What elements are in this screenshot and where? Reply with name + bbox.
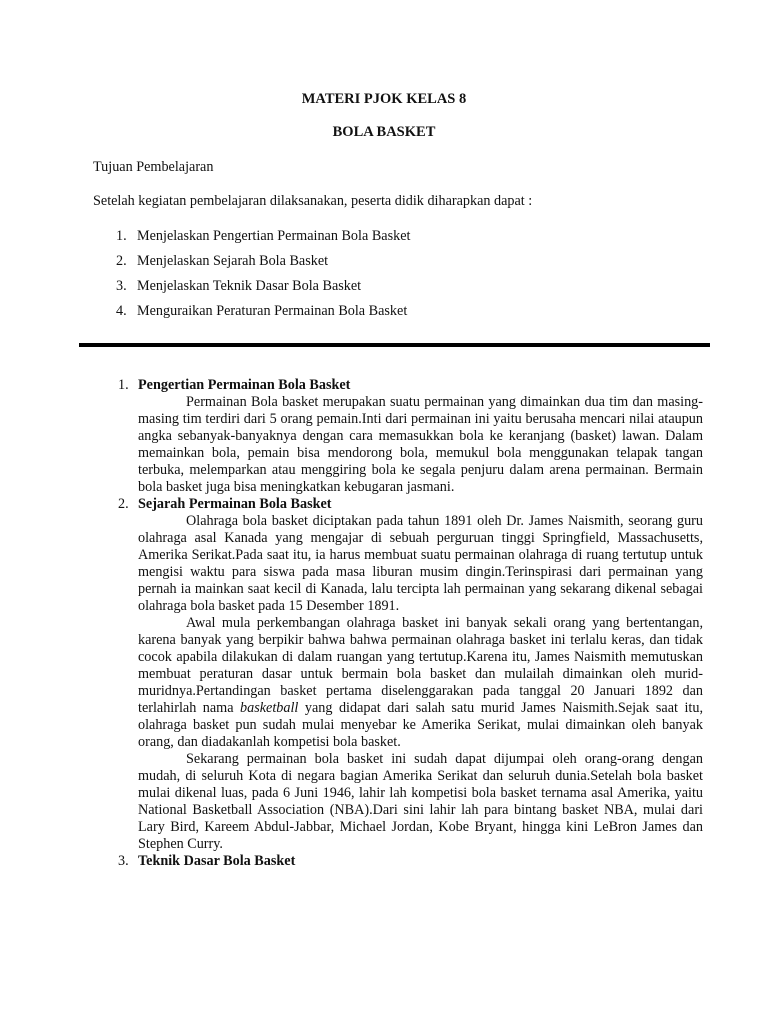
objectives-list	[93, 228, 410, 328]
document-subtitle: BOLA BASKET	[332, 124, 436, 140]
section-heading: Pengertian Permainan Bola Basket	[138, 377, 351, 393]
italic-term: basketball	[240, 700, 299, 716]
list-text: Menjelaskan Sejarah Bola Basket	[137, 253, 329, 269]
list-number: 3.	[116, 278, 127, 294]
section-heading: Sejarah Permainan Bola Basket	[138, 496, 332, 512]
list-text: Menjelaskan Pengertian Permainan Bola Basket	[137, 228, 411, 244]
section-heading: Teknik Dasar Bola Basket	[138, 853, 296, 869]
list-text: Menjelaskan Teknik Dasar Bola Basket	[137, 278, 362, 294]
learning-objectives-label: Tujuan Pembelajaran	[93, 159, 214, 175]
section-number: 1.	[118, 377, 129, 393]
paragraph: Permainan Bola basket merupakan suatu permainan yang dimainkan dua tim dan masing-masing tim terdiri dari 5 orang pemain.Inti dari permainan ini yaitu berusaha mencari nilai ataupun angka sebanyak-banyaknya dengan cara memasukkan bola ke keranjang (basket) lawan. Dalam memainkan bola, pemain bisa mendorong bola, memukul bola menggunakan telapak tangan terbuka, melemparkan atau menggiring bola ke segala penjuru dalam arena permainan. Bermain bola basket juga bisa meningkatkan kebugaran jasmani.	[138, 394, 703, 495]
section-number: 3.	[118, 853, 129, 869]
paragraph: Olahraga bola basket diciptakan pada tahun 1891 oleh Dr. James Naismith, seorang guru olahraga asal Kanada yang mengajar di sebuah perguruan tinggi Springfield, Massachusetts, Amerika Serikat.Pada saat itu, ia harus membuat suatu permainan olahraga di ruang tertutup untuk mengisi waktu para siswa pada masa liburan musim dingin.Terinspirasi dari permainan yang pernah ia mainkan saat kecil di Kanada, lalu tercipta lah permainan yang sekarang dikenal sebagai olahraga bola basket pada 15 Desember 1891.	[138, 513, 703, 614]
document-title: MATERI PJOK KELAS 8	[301, 91, 467, 107]
list-item	[93, 253, 410, 278]
list-item	[93, 228, 410, 253]
section-pengertian	[118, 377, 703, 496]
content-sections	[118, 377, 703, 870]
list-text: Menguraikan Peraturan Permainan Bola Basket	[137, 303, 408, 319]
section-teknik	[118, 853, 703, 870]
list-number: 1.	[116, 228, 127, 244]
list-number: 4.	[116, 303, 127, 319]
horizontal-divider	[79, 343, 710, 347]
paragraph: Awal mula perkembangan olahraga basket ini banyak sekali orang yang bertentangan, karena banyak yang berpikir bahwa bahwa permainan olahraga basket ini terlalu keras, dan tidak cocok apabila dilakukan di dalam ruangan yang tertutup.Karena itu, James Naismith memutuskan membuat peraturan dasar untuk bermain bola basket dan mulailah dimainkan oleh murid-muridnya.Pertandingan basket pertama diselenggarakan pada tanggal 20 Januari 1892 dan terlahirlah nama basketball yang didapat dari salah satu murid James Naismith.Sejak saat itu, olahraga basket pun sudah mulai menyebar ke Amerika Serikat, mulai dimainkan oleh banyak orang, dan diadakanlah kompetisi bola basket.	[138, 615, 703, 750]
list-number: 2.	[116, 253, 127, 269]
list-item	[93, 303, 410, 328]
section-number: 2.	[118, 496, 129, 512]
paragraph: Sekarang permainan bola basket ini sudah dapat dijumpai oleh orang-orang dengan mudah, di seluruh Kota di negara bagian Amerika Serikat dan seluruh dunia.Setelah bola basket mulai dikenal luas, pada 6 Juni 1946, lahir lah kompetisi bola basket ternama asal Amerika, yaitu National Basketball Association (NBA).Dari sini lahir lah para bintang basket NBA, mulai dari Lary Bird, Kareem Abdul-Jabbar, Michael Jordan, Kobe Bryant, hingga kini LeBron James dan Stephen Curry.	[138, 751, 703, 852]
list-item	[93, 278, 410, 303]
section-sejarah	[118, 496, 703, 853]
intro-sentence: Setelah kegiatan pembelajaran dilaksanakan, peserta didik diharapkan dapat :	[93, 193, 533, 209]
